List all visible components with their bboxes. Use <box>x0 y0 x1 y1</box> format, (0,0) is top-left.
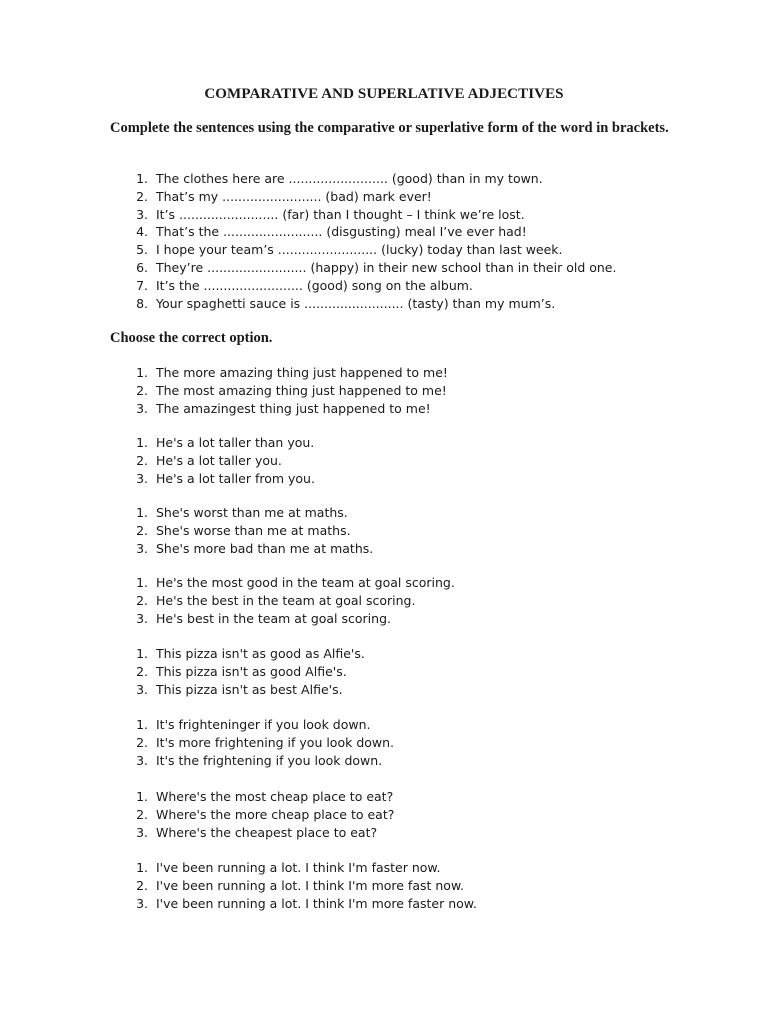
item-number: 1. <box>136 575 148 590</box>
item-text: They’re ......................... (happy) in their new school than in their old one. <box>156 259 617 275</box>
item-number: 1. <box>136 435 148 450</box>
item-number: 3. <box>136 470 148 486</box>
option-item <box>130 681 365 699</box>
item-text: I hope your team’s ......................... (lucky) today than last week. <box>156 242 563 258</box>
item-text: Your spaghetti sauce is ......................... (tasty) than my mum’s. <box>156 295 556 311</box>
item-text: He's a lot taller from you. <box>156 470 315 486</box>
option-group <box>130 504 373 557</box>
option-group <box>130 645 365 698</box>
option-item <box>130 522 373 540</box>
item-number: 1. <box>136 860 148 875</box>
page-title: COMPARATIVE AND SUPERLATIVE ADJECTIVES <box>204 86 564 102</box>
item-number: 3. <box>136 610 148 626</box>
item-text: It's more frightening if you look down. <box>156 734 395 750</box>
item-number: 2. <box>136 592 148 608</box>
item-number: 6. <box>136 259 148 275</box>
item-text: This pizza isn't as best Alfie's. <box>156 681 343 697</box>
item-text: That’s the ......................... (disgusting) meal I’ve ever had! <box>156 224 527 240</box>
item-text: He's best in the team at goal scoring. <box>156 610 391 626</box>
item-number: 3. <box>136 540 148 556</box>
list-item <box>130 241 616 259</box>
option-item <box>130 645 365 663</box>
item-number: 2. <box>136 734 148 750</box>
item-text: He's a lot taller you. <box>156 452 282 468</box>
item-text: She's worse than me at maths. <box>156 522 351 538</box>
item-text: He's a lot taller than you. <box>156 435 315 450</box>
item-text: Where's the more cheap place to eat? <box>156 806 395 822</box>
list-item <box>130 259 616 277</box>
list-item <box>130 206 616 224</box>
option-item <box>130 364 448 382</box>
option-item <box>130 504 373 522</box>
item-number: 3. <box>136 681 148 697</box>
item-text: She's more bad than me at maths. <box>156 540 374 556</box>
item-text: Where's the cheapest place to eat? <box>156 824 378 840</box>
list-item <box>130 295 616 313</box>
item-number: 1. <box>136 171 148 186</box>
item-number: 2. <box>136 522 148 538</box>
option-item <box>130 663 365 681</box>
option-item <box>130 400 448 418</box>
option-item <box>130 734 394 752</box>
option-group <box>130 364 448 417</box>
item-text: The clothes here are ......................... (good) than in my town. <box>156 171 543 186</box>
item-number: 3. <box>136 824 148 840</box>
item-number: 3. <box>136 895 148 911</box>
section2-instruction: Choose the correct option. <box>110 330 273 346</box>
section1-instruction: Complete the sentences using the comparative or superlative form of the word in brackets. <box>110 120 669 136</box>
option-item <box>130 806 394 824</box>
item-text: It's frighteninger if you look down. <box>156 717 371 732</box>
option-item <box>130 540 373 558</box>
section1-sentence-list <box>130 170 616 312</box>
item-number: 3. <box>136 400 148 416</box>
option-item <box>130 574 455 592</box>
item-number: 1. <box>136 505 148 520</box>
item-text: It’s ......................... (far) than I thought – I think we’re lost. <box>156 206 525 222</box>
item-text: This pizza isn't as good as Alfie's. <box>156 646 365 661</box>
option-item <box>130 895 477 913</box>
item-number: 2. <box>136 452 148 468</box>
item-number: 8. <box>136 295 148 311</box>
option-item <box>130 382 448 400</box>
option-item <box>130 877 477 895</box>
option-group <box>130 788 394 841</box>
option-group <box>130 716 394 769</box>
list-item <box>130 277 616 295</box>
item-text: I've been running a lot. I think I'm faster now. <box>156 860 441 875</box>
item-number: 1. <box>136 789 148 804</box>
item-number: 3. <box>136 752 148 768</box>
option-group <box>130 574 455 627</box>
item-text: It’s the ......................... (good) song on the album. <box>156 277 473 293</box>
option-item <box>130 470 315 488</box>
item-number: 1. <box>136 365 148 380</box>
item-number: 4. <box>136 224 148 240</box>
option-item <box>130 592 455 610</box>
item-text: It's the frightening if you look down. <box>156 752 383 768</box>
option-item <box>130 824 394 842</box>
option-item <box>130 610 455 628</box>
item-text: He's the most good in the team at goal scoring. <box>156 575 455 590</box>
item-text: The more amazing thing just happened to me! <box>156 365 448 380</box>
option-group <box>130 434 315 487</box>
item-number: 1. <box>136 646 148 661</box>
list-item <box>130 170 616 188</box>
option-item <box>130 752 394 770</box>
item-number: 3. <box>136 206 148 222</box>
item-number: 5. <box>136 242 148 258</box>
option-item <box>130 788 394 806</box>
list-item <box>130 188 616 206</box>
item-text: She's worst than me at maths. <box>156 505 348 520</box>
item-text: That’s my ......................... (bad) mark ever! <box>156 188 432 204</box>
item-number: 1. <box>136 717 148 732</box>
item-number: 2. <box>136 877 148 893</box>
item-text: I've been running a lot. I think I'm more faster now. <box>156 895 477 911</box>
item-text: The most amazing thing just happened to me! <box>156 382 447 398</box>
item-text: I've been running a lot. I think I'm more fast now. <box>156 877 464 893</box>
option-item <box>130 452 315 470</box>
item-number: 2. <box>136 188 148 204</box>
option-item <box>130 716 394 734</box>
item-text: Where's the most cheap place to eat? <box>156 789 394 804</box>
item-text: He's the best in the team at goal scoring. <box>156 592 416 608</box>
item-number: 2. <box>136 806 148 822</box>
item-number: 7. <box>136 277 148 293</box>
list-item <box>130 223 616 241</box>
item-number: 2. <box>136 663 148 679</box>
option-item <box>130 859 477 877</box>
item-number: 2. <box>136 382 148 398</box>
option-group <box>130 859 477 912</box>
item-text: The amazingest thing just happened to me! <box>156 400 431 416</box>
item-text: This pizza isn't as good Alfie's. <box>156 663 347 679</box>
option-item <box>130 434 315 452</box>
